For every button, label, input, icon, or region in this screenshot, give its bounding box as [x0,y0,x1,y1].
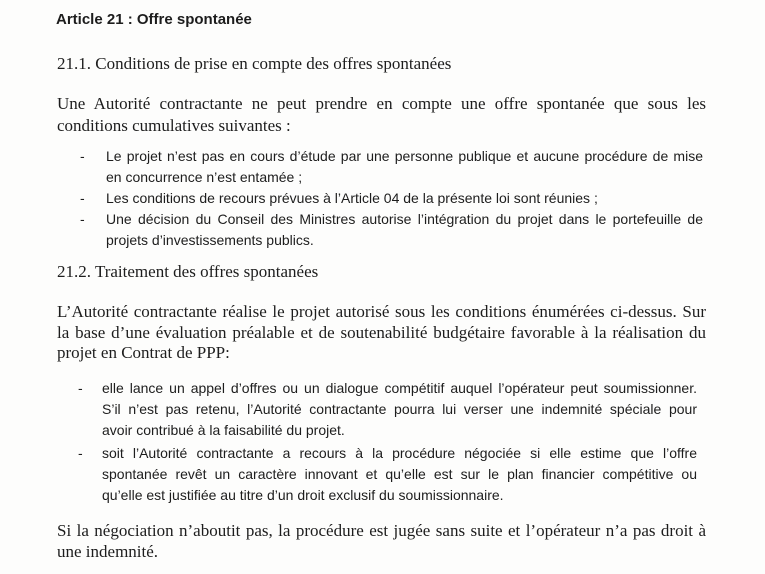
list-item [78,378,697,441]
bullet-line: Une décision du Conseil des Ministres autorise l’intégration du projet dans le portefeuille de [106,211,703,227]
bullet-line: S’il n’est pas retenu, l’Autorité contractante pourra lui verser une indemnité spéciale pour [102,401,697,417]
section-heading-21-2: 21.2. Traitement des offres spontanées [57,262,319,281]
bullet-line: soit l’Autorité contractante a recours à la procédure négociée si elle estime que l’offre [102,445,697,461]
paragraph-line: conditions cumulatives suivantes : [57,116,291,135]
section-21-2-treatment-list [78,378,697,506]
bullet-line: projets d’investissements publics. [106,232,314,248]
section-21-1-intro-paragraph [57,93,706,137]
paragraph-line: L’Autorité contractante réalise le projet autorisé sous les conditions énumérées ci-dessus. Sur [57,302,706,321]
section-21-2-intro-paragraph [57,302,706,364]
bullet-line: spontanée revêt un caractère innovant et qu’elle est sur le plan financier compétitive ou [102,466,697,482]
list-marker: - [80,190,85,206]
paragraph-line: projet en Contrat de PPP: [57,343,230,362]
paragraph-line: Une Autorité contractante ne peut prendre en compte une offre spontanée que sous les [57,94,706,113]
list-marker: - [80,211,85,227]
paragraph-line: la base d’une évaluation préalable et de soutenabilité budgétaire favorable à la réalisation du [57,322,706,342]
paragraph-line: une indemnité. [57,541,159,561]
bullet-line: avoir contribué à la faisabilité du projet. [102,422,345,438]
list-marker: - [78,380,83,396]
list-item [80,188,703,209]
list-item [80,146,703,188]
bullet-line: en concurrence n’est entamée ; [106,169,303,185]
bullet-line: Les conditions de recours prévues à l’Article 04 de la présente loi sont réunies ; [106,190,598,206]
bullet-line: Le projet n’est pas en cours d’étude par une personne publique et aucune procédure de mise [106,148,703,164]
section-21-1-conditions-list [80,146,703,251]
bullet-line: qu’elle est justifiée au titre d’un droit exclusif du soumissionnaire. [102,487,504,503]
list-item [78,443,697,506]
list-marker: - [80,148,85,164]
list-item [80,209,703,251]
paragraph-line: Si la négociation n’aboutit pas, la procédure est jugée sans suite et l’opérateur n’a pas droit à [57,521,706,540]
article-title: Article 21 : Offre spontanée [56,11,252,28]
list-marker: - [78,445,83,461]
bullet-line: elle lance un appel d’offres ou un dialogue compétitif auquel l’opérateur peut soumissionner. [102,380,697,396]
closing-paragraph [57,521,706,562]
section-heading-21-1: 21.1. Conditions de prise en compte des offres spontanées [57,54,452,73]
